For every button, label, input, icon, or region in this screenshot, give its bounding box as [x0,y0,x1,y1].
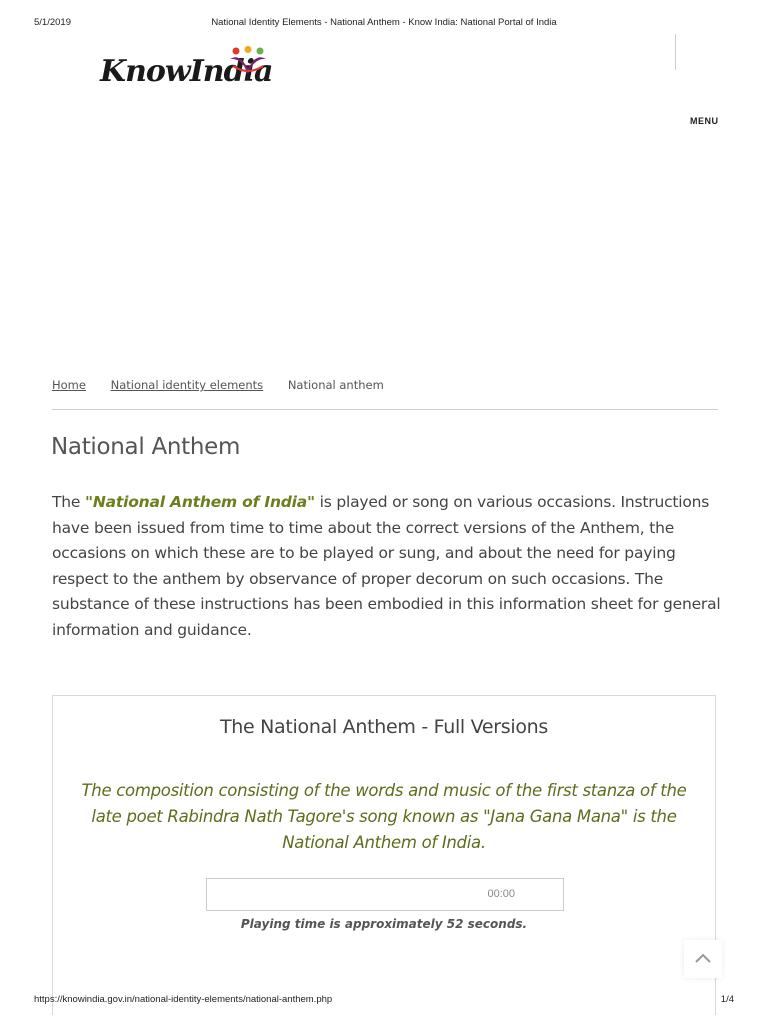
breadcrumb-home-link[interactable]: Home [52,378,86,392]
page-title: National Anthem [51,434,241,460]
print-footer [0,994,768,1008]
breadcrumb [52,378,405,392]
scroll-to-top-button[interactable] [684,940,722,978]
header-divider [675,34,676,70]
playing-time-note: Playing time is approximately 52 seconds. [240,917,528,931]
audio-time: 00:00 [487,888,515,900]
intro-prefix: The [52,493,85,511]
full-versions-card [52,695,716,1015]
audio-player[interactable] [206,878,564,911]
print-header [0,17,768,31]
card-title: The National Anthem - Full Versions [219,716,549,738]
menu-button[interactable]: MENU [690,116,719,126]
intro-body: is played or song on various occasions. Instructions have been issued from time to time about the correct versions of the Anthem, the occasions on which these are to be played or sung, and about the need for paying respect to the anthem by observance of proper decorum on such occasions. The substance of these instructions has been embodied in this information sheet for general information and guidance. [52,493,721,639]
people-figure-icon [228,46,268,76]
breadcrumb-current: National anthem [287,378,384,392]
anthem-description-quote: The composition consisting of the words and music of the first stanza of the late poet Rabindra Nath Tagore's song known as "Jana Gana Mana" is the National Anthem of India. [81,781,687,852]
breadcrumb-national-identity-link[interactable]: National identity elements [110,378,264,392]
print-url: https://knowindia.gov.in/national-identity-elements/national-anthem.php [34,994,333,1005]
print-date: 5/1/2019 [34,17,71,28]
print-title: National Identity Elements - National Anthem - Know India: National Portal of India [211,17,557,28]
national-anthem-link[interactable]: "National Anthem of India" [84,493,315,511]
logo-text: KnowIndia [100,54,273,89]
breadcrumb-divider [52,409,718,410]
intro-paragraph [52,490,722,644]
knowindia-logo[interactable] [100,46,273,104]
print-page-number: 1/4 [720,994,734,1005]
chevron-up-icon [684,940,722,978]
